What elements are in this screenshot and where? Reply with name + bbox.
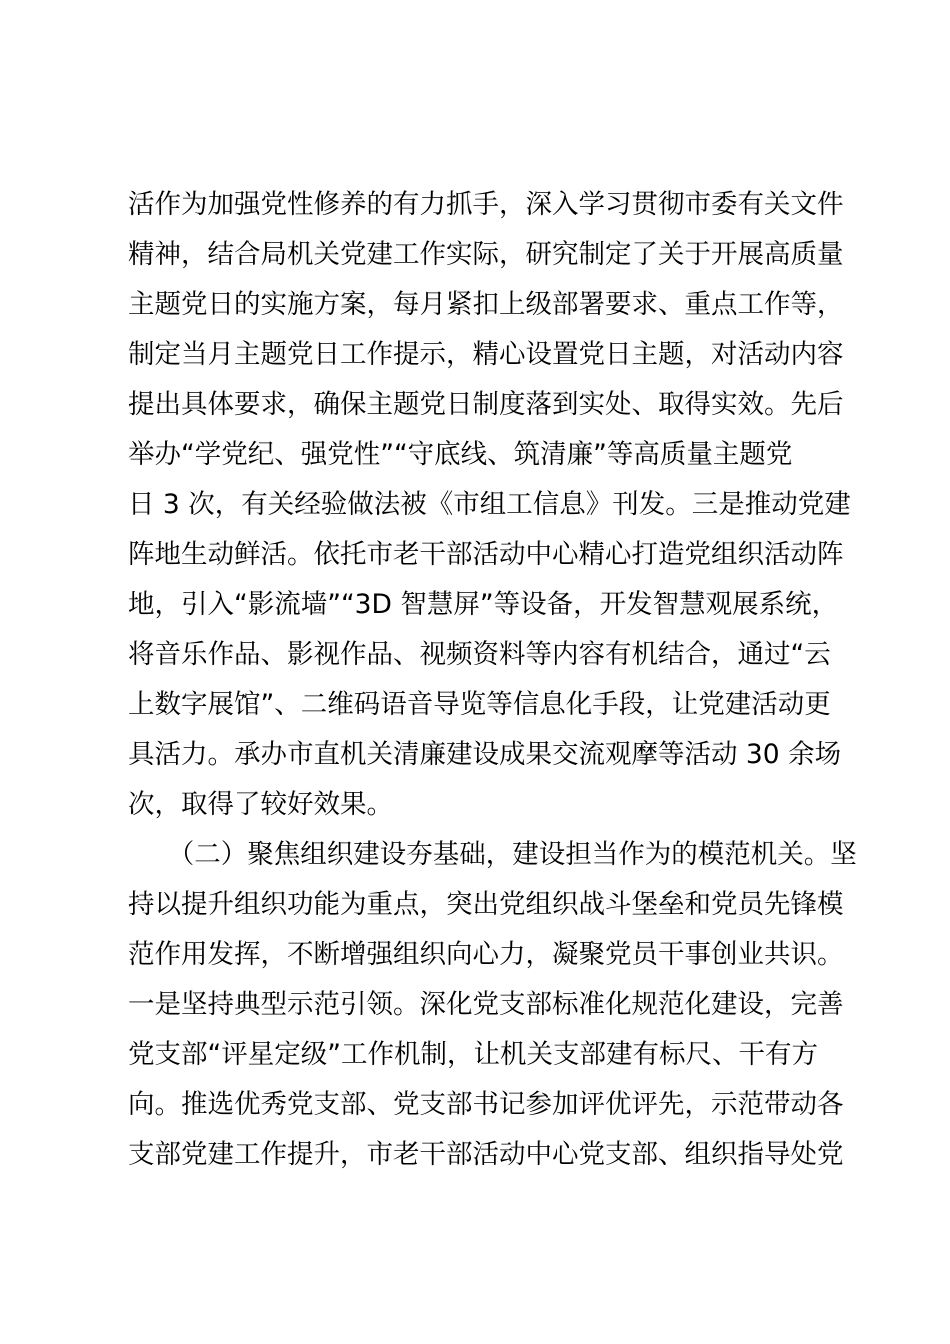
text-line: 提出具体要求，确保主题党日制度落到实处、取得实效。先后 xyxy=(128,389,844,420)
text-line: 一是坚持典型示范引领。深化党支部标准化规范化建设，完善 xyxy=(128,989,844,1020)
text-line: 精神，结合局机关党建工作实际，研究制定了关于开展高质量 xyxy=(128,239,844,270)
text-line: 举办“学党纪、强党性”“守底线、筑清廉”等高质量主题党 xyxy=(128,439,793,470)
text-line: 地，引入“影流墙”“3D 智慧屏”等设备，开发智慧观展系统， xyxy=(128,589,839,620)
text-line: 具活力。承办市直机关清廉建设成果交流观摩等活动 30 余场 xyxy=(128,739,842,770)
text-line: 向。推选优秀党支部、党支部书记参加评优评先，示范带动各 xyxy=(128,1089,844,1120)
text-line: 持以提升组织功能为重点，突出党组织战斗堡垒和党员先锋模 xyxy=(128,889,844,920)
text-line: 支部党建工作提升，市老干部活动中心党支部、组织指导处党 xyxy=(128,1139,844,1170)
text-line: 日 3 次，有关经验做法被《市组工信息》刊发。三是推动党建 xyxy=(128,489,851,520)
text-line: 主题党日的实施方案，每月紧扣上级部署要求、重点工作等， xyxy=(128,289,844,320)
text-line: 上数字展馆”、二维码语音导览等信息化手段，让党建活动更 xyxy=(128,689,831,720)
text-line: 活作为加强党性修养的有力抓手，深入学习贯彻市委有关文件 xyxy=(128,189,844,220)
text-line: 制定当月主题党日工作提示，精心设置党日主题，对活动内容 xyxy=(128,339,844,370)
text-line: 将音乐作品、影视作品、视频资料等内容有机结合，通过“云 xyxy=(128,639,831,670)
text-line: 范作用发挥，不断增强组织向心力，凝聚党员干事创业共识。 xyxy=(128,939,844,970)
text-line: 次，取得了较好效果。 xyxy=(128,789,393,820)
paragraph-start-line: （二）聚焦组织建设夯基础，建设担当作为的模范机关。坚 xyxy=(128,839,857,870)
text-line: 党支部“评星定级”工作机制，让机关支部建有标尺、干有方 xyxy=(128,1039,818,1070)
text-line: 阵地生动鲜活。依托市老干部活动中心精心打造党组织活动阵 xyxy=(128,539,844,570)
